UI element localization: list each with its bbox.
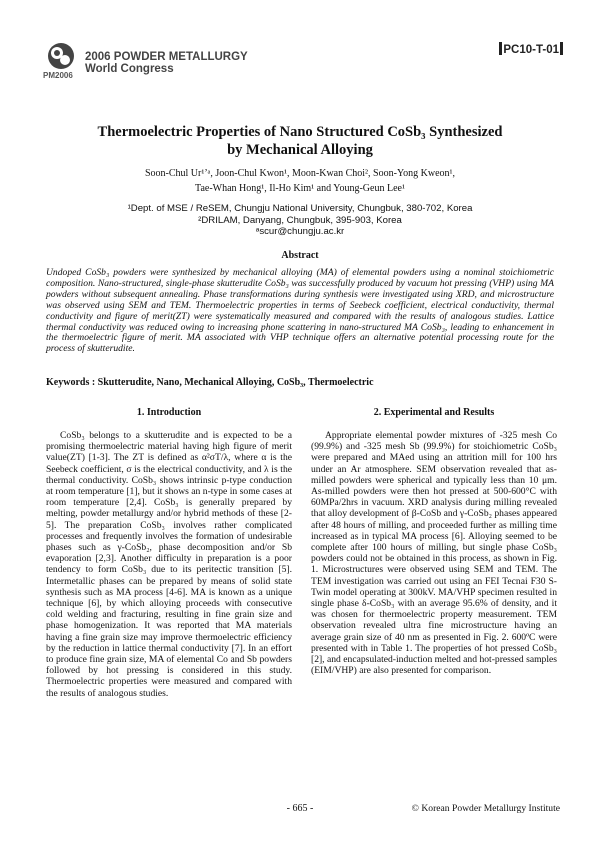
copyright-notice: © Korean Powder Metallurgy Institute	[411, 803, 560, 814]
badge-bar-left	[499, 42, 502, 55]
introduction-heading: 1. Introduction	[136, 407, 202, 418]
corresponding-email: ᵃscur@chungju.ac.kr	[255, 226, 345, 237]
affiliations	[40, 203, 560, 238]
paper-code: PC10-T-01	[503, 44, 559, 56]
logo-caption: PM2006	[43, 71, 73, 80]
authors-line-2: Tae-Whan Hong¹, Il-Ho Kim¹ and Young-Geun Lee¹	[195, 183, 405, 194]
conference-name: 2006 POWDER METALLURGY	[85, 51, 248, 63]
abstract-text: Undoped CoSb₃ powders were synthesized by mechanical alloying (MA) of elemental powders using a nominal stoichiometric composition. Nano-structured, single-phase skutterudite CoSb₃ was successfully produced by vacuum hot pressing (VHP) using MA powders without subsequent annealing. Phase transformations during synthesis were investigated using XRD, and microstructure was observed using SEM and TEM. Thermoelectric properties in terms of Seebeck coefficient, electrical conductivity, thermal conductivity and figure of merit(ZT) were systematically measured and compared with the results of analogous studies. Lattice thermal conductivity was reduced owing to increasing phone scattering in nano-structured MA CoSb₃, leading to enhancement in the thermoelectric figure of merit. MA associated with VHP technique offers an alternative potential processing route for the process of skutterudite.	[46, 267, 554, 355]
page-number: - 665 -	[286, 803, 314, 814]
experimental-heading: 2. Experimental and Results	[373, 407, 495, 418]
authors-line-1: Soon-Chul Ur¹ʼᵃ, Joon-Chul Kwon¹, Moon-Kwan Choi², Soon-Yong Kweon¹,	[144, 168, 456, 179]
paper-title	[40, 123, 560, 159]
title-line-2: by Mechanical Alloying	[227, 142, 373, 158]
abstract-heading: Abstract	[281, 250, 319, 261]
conference-subtitle: World Congress	[85, 63, 174, 75]
experimental-text: Appropriate elemental powder mixtures of -325 mesh Co (99.9%) and -325 mesh Sb (99.9%) for stoichiometric CoSb₃ were prepared and MAed using an attrition mill for 100 hrs under an Ar atmosphere. SEM observation revealed that as-milled powders were spherical and typically less than 10 μm. As-milled powders were then hot pressed at 500-600°C with 60MPa/2hrs in vacuum. XRD analysis during milling revealed that alloy development of β-CoSb and γ-CoSb₂ phases appeared after 48 hours of milling, and proceeded further as milling time increased as in typical MA process [6]. Alloying seemed to be complete after 100 hours of milling, but single phase CoSb₃ powders could not be obtained in this process, as shown in Fig. 1. Microstructures were observed using SEM and TEM. The TEM investigation was carried out using an FEI Tecnai F30 S-Twin model operating at 300kV. MA/VHP specimen resulted in single phase δ-CoSb₃ with an average 95.6% of density, and it was chosen for thermoelectric property measurement. TEM observation revealed ultra fine microstructure having an average grain size of 40 nm as presented in Fig. 2. 600ºC were presented with in Table 1. The properties of hot pressed CoSb₃ [2], and encapsulated-induction melted and hot-pressed samples (EIM/VHP) are also presented for comparison.	[311, 430, 557, 677]
author-list	[40, 166, 560, 196]
paper-code-badge	[498, 42, 564, 56]
affiliation-1: ¹Dept. of MSE / ReSEM, Chungju National University, Chungbuk, 380-702, Korea	[127, 203, 473, 214]
keywords: Keywords : Skutterudite, Nano, Mechanical Alloying, CoSb₃, Thermoelectric	[46, 377, 374, 388]
title-line-1: Thermoelectric Properties of Nano Structured CoSb₃ Synthesized	[97, 124, 503, 140]
affiliation-2: ²DRILAM, Danyang, Chungbuk, 395-903, Korea	[198, 214, 402, 226]
badge-bar-right	[560, 42, 563, 55]
introduction-text: CoSb₃ belongs to a skutterudite and is expected to be a promising thermoelectric material having high figure of merit value(ZT) [1-3]. The ZT is defined as α²σT/λ, where α is the Seebeck coefficient, σ is the electrical conductivity, and λ is the thermal conductivity. CoSb₃ shows intrinsic p-type conduction at room temperature [1], but it shows an n-type in some cases at room temperature [2,4]. CoSb₃ is generally prepared by melting, powder metallurgy and/or hybrid methods of these [2-5]. The preparation CoSb₃ involves rather complicated processes and frequently involves the formation of undesirable phases such as γ-CoSb₂, phase decomposition and/or Sb evaporation [2,3]. Another difficulty in preparation is a poor tendency to form CoSb₃ due to its peritectic transition [5]. Intermetallic phases can be prepared by means of solid state synthesis such as MA process [4-6]. MA is known as a unique technique [6], by which alloying proceeds with consecutive cold welding and fracturing, resulting in fine grain size and phase homogenization. It was reported that MA materials having a fine grain size may improve thermoelectric efficiency by the reduction in lattice thermal conductivity [7]. In an effort to produce fine grain size, MA of elemental Co and Sb powders followed by hot pressing is considered in this study. Thermoelectric properties were measured and compared with the results of analogous studies.	[46, 430, 292, 699]
